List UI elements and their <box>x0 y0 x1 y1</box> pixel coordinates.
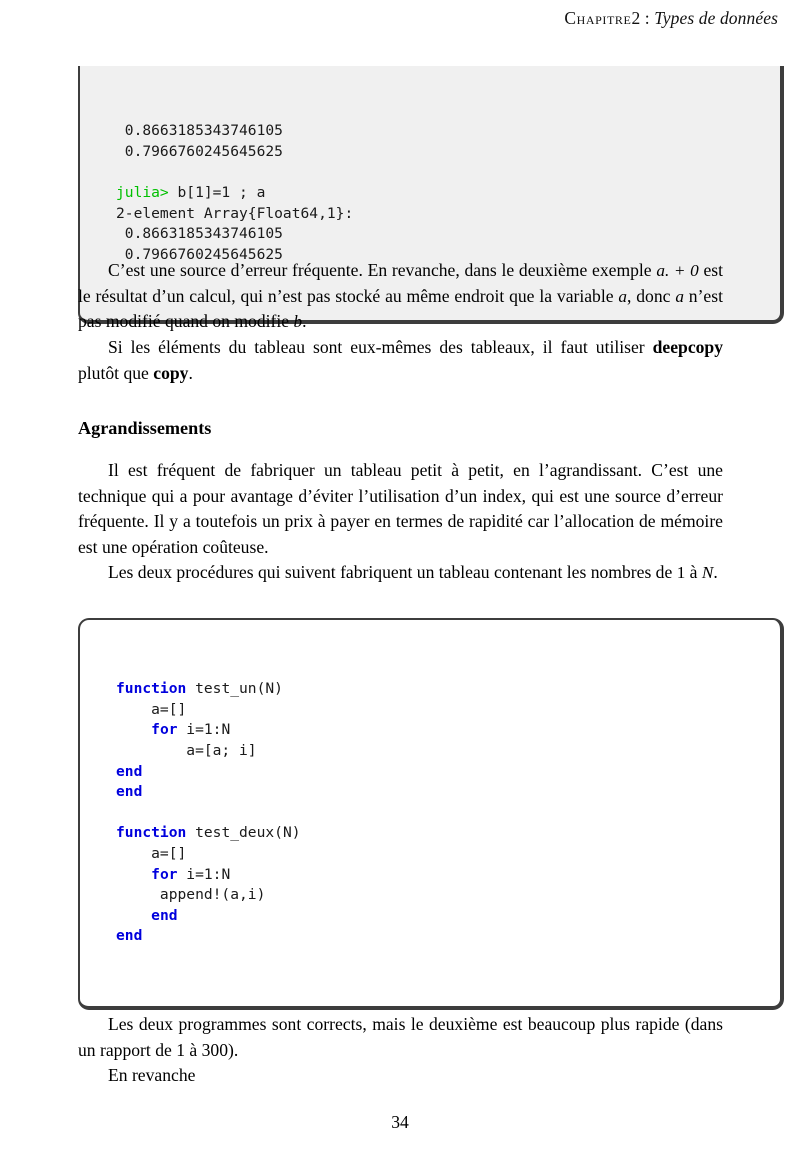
code-keyword: for <box>151 865 178 883</box>
p1-math-a-2: a <box>675 286 684 306</box>
paragraph-deepcopy-wrapper <box>78 335 723 386</box>
code-text: 0.8663185343746105 <box>116 122 283 140</box>
section-heading-agrandissements: Agrandissements <box>78 418 212 438</box>
code-text: i=1:N <box>177 721 231 739</box>
p1-math-a-1: a <box>618 286 627 306</box>
code-line <box>116 720 780 741</box>
code-line <box>116 204 780 225</box>
p1-math-b: b <box>293 312 303 332</box>
p4-math-1: 1 <box>676 563 686 582</box>
code-line <box>116 162 780 183</box>
code-text: a=[] <box>116 700 187 718</box>
paragraph-growing-wrapper <box>78 458 723 560</box>
code-text <box>116 721 151 738</box>
code-text: 2-element Array{Float64,1}: <box>116 204 354 222</box>
code-line <box>116 741 780 762</box>
code-line <box>116 224 780 245</box>
paragraph-performance-wrapper <box>78 1012 723 1063</box>
p1-math-a-plus-0: a. + 0 <box>656 261 699 280</box>
code-line <box>116 926 780 947</box>
code-keyword: for <box>151 721 178 739</box>
code-text: i=1:N <box>177 865 231 883</box>
paragraph-performance: Les deux programmes sont corrects, mais le deuxième est beaucoup plus rapide (dans un rapport de 1 à 300). <box>78 1014 723 1060</box>
page-number: 34 <box>391 1112 409 1132</box>
repl-prompt: julia> <box>116 183 169 201</box>
code-line <box>116 844 780 865</box>
code-text: a=[] <box>116 844 187 862</box>
code-keyword: function <box>116 680 187 698</box>
code-line <box>116 679 780 700</box>
paragraph-two-procedures-wrapper <box>78 560 723 586</box>
code-line <box>116 700 780 721</box>
section-heading-wrapper <box>78 417 723 439</box>
code-keyword: end <box>151 906 178 924</box>
code-keyword: end <box>116 762 143 780</box>
paragraph-copy-semantics <box>78 258 723 335</box>
running-header <box>564 8 778 29</box>
code-text <box>116 866 151 883</box>
code-text <box>116 907 151 924</box>
code-keyword: end <box>116 927 143 945</box>
code-text: 0.8663185343746105 <box>116 225 283 243</box>
header-chapter-title: Types de données <box>654 8 778 28</box>
code-lines <box>116 121 780 265</box>
paragraph-copy-semantics-wrapper <box>78 258 723 335</box>
code-line <box>116 823 780 844</box>
p2-text-3: . <box>188 362 193 383</box>
p1-text-5: . <box>302 311 307 332</box>
code-line <box>116 183 780 204</box>
p4-text-2: à <box>685 562 702 582</box>
p1-text-4: n’est pas modifié quand on modifie <box>78 285 723 332</box>
p1-text-2: est le résultat d’un calcul, qui n’est pas stocké au même endroit que la variable <box>78 260 723 306</box>
p2-text-2: plutôt que <box>78 362 154 383</box>
code-text: test_deux(N) <box>186 824 301 842</box>
p4-text-1: Les deux procédures qui suivent fabriquent un tableau contenant les nombres de <box>108 562 677 582</box>
p2-bold-copy: copy <box>153 362 189 383</box>
code-text: test_un(N) <box>186 680 283 698</box>
paragraph-two-procedures <box>78 560 723 586</box>
code-text: append!(a,i) <box>116 886 266 904</box>
p1-text-3: , donc <box>627 285 676 306</box>
code-text: 0.7966760245645625 <box>116 142 283 160</box>
code-line <box>116 906 780 927</box>
code-line <box>116 121 780 142</box>
code-keyword: function <box>116 824 187 842</box>
header-separator: : <box>640 8 655 28</box>
code-block-julia-functions <box>78 618 784 1010</box>
p4-math-N: N <box>701 563 714 582</box>
code-line <box>116 865 780 886</box>
code-text: b[1]=1 ; a <box>168 183 266 201</box>
header-chapter-number: 2 <box>631 8 641 28</box>
code-line <box>116 885 780 906</box>
paragraph-growing: Il est fréquent de fabriquer un tableau petit à petit, en l’agrandissant. C’est une technique qui a pour avantage d’éviter l’utilisation d’un index, qui est une source d’erreur fréquente. Il y a toutefois un prix à payer en termes de rapidité car l’allocation de mémoire est une opération coûteuse. <box>78 460 723 557</box>
header-chapter-label: Chapitre <box>564 8 632 28</box>
paragraph-deepcopy <box>78 335 723 386</box>
p2-text-1: Si les éléments du tableau sont eux-mêmes des tableaux, il faut utiliser <box>108 337 653 357</box>
p4-text-3: . <box>713 562 718 582</box>
code-line <box>116 803 780 824</box>
code-line <box>116 762 780 783</box>
code-text: 0.7966760245645625 <box>116 245 283 263</box>
code-keyword: end <box>116 783 143 801</box>
p2-bold-deepcopy: deepcopy <box>652 337 723 357</box>
paragraph-en-revanche-wrapper <box>78 1063 723 1089</box>
code-line <box>116 782 780 803</box>
code-line <box>116 142 780 163</box>
p1-text-1: C’est une source d’erreur fréquente. En revanche, dans le deuxième exemple <box>108 260 657 280</box>
paragraph-en-revanche: En revanche <box>108 1065 196 1085</box>
code-text: a=[a; i] <box>116 741 257 759</box>
code-lines <box>116 679 780 947</box>
